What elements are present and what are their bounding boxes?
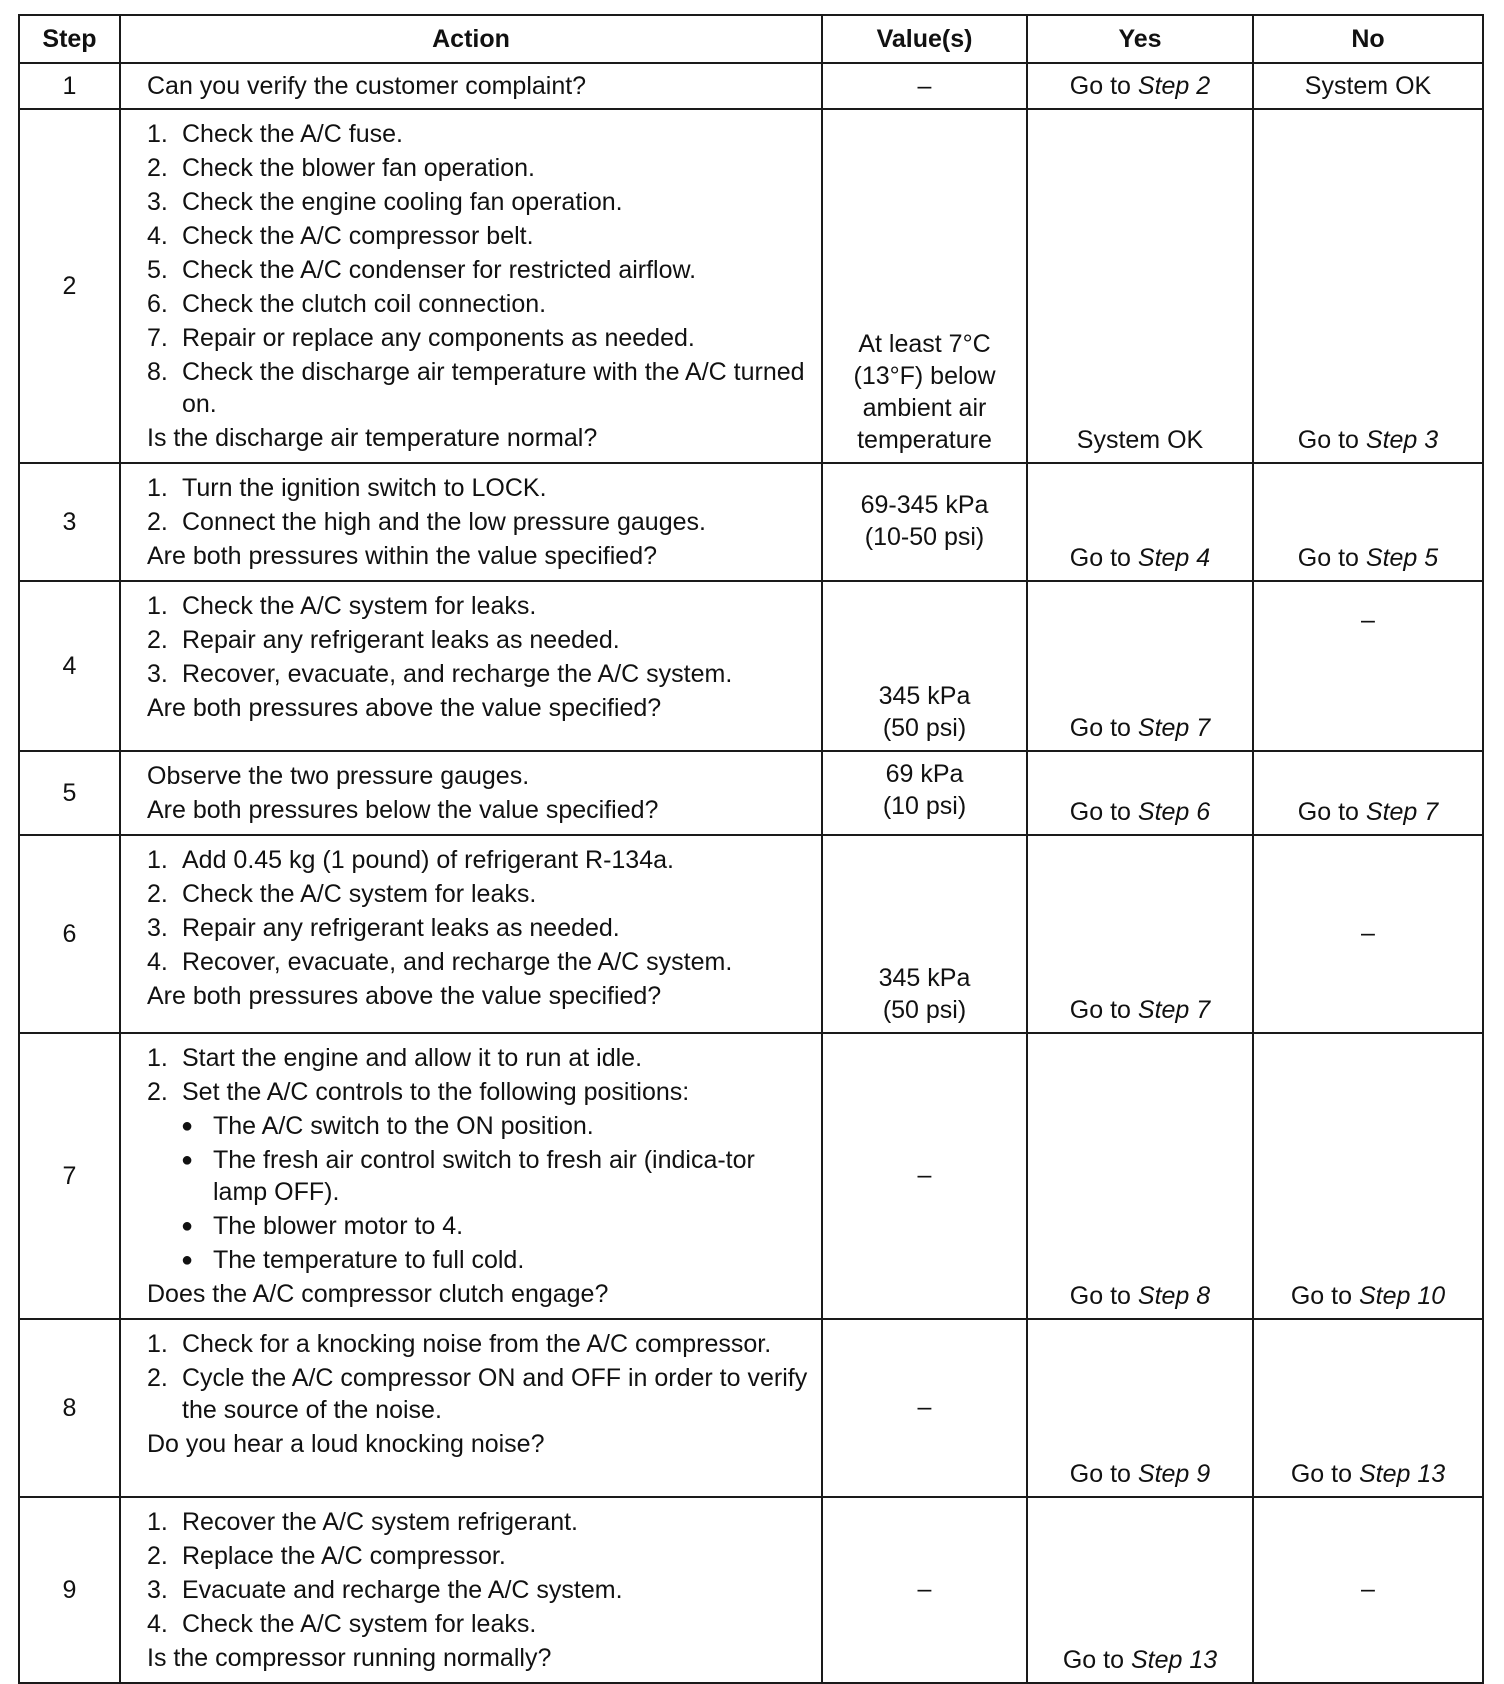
go-to-label: Go to	[1069, 798, 1131, 826]
table-row	[19, 1497, 1483, 1683]
question-text: Is the compressor running normally?	[147, 1644, 552, 1672]
table-row	[19, 835, 1483, 1033]
no-cell	[1253, 463, 1483, 581]
bullet-item: ● The fresh air control switch to fresh air (indica-tor lamp OFF).	[181, 1146, 755, 1206]
action-item: 2. Cycle the A/C compressor ON and OFF in order to verify the source of the noise.	[147, 1364, 808, 1424]
no-cell: –	[1253, 581, 1483, 751]
action-cell	[120, 751, 822, 835]
go-to-label: Go to	[1297, 544, 1359, 572]
no-cell	[1253, 109, 1483, 463]
target-step: Step 7	[1365, 798, 1439, 826]
action-item: 1. Start the engine and allow it to run at idle.	[147, 1044, 643, 1072]
no-cell: System OK	[1253, 63, 1483, 109]
yes-cell	[1027, 1497, 1253, 1683]
step-number: 8	[19, 1319, 120, 1497]
yes-cell	[1027, 751, 1253, 835]
action-item: 1. Add 0.45 kg (1 pound) of refrigerant R-134a.	[147, 846, 674, 874]
step-number: 9	[19, 1497, 120, 1683]
step-number: 3	[19, 463, 120, 581]
go-to-label: Go to	[1069, 1460, 1131, 1488]
step-number: 6	[19, 835, 120, 1033]
action-cell	[120, 1033, 822, 1319]
question-text: Are both pressures below the value specified?	[147, 796, 659, 824]
yes-cell	[1027, 835, 1253, 1033]
target-step: Step 2	[1137, 72, 1211, 100]
action-cell	[120, 835, 822, 1033]
yes-cell	[1027, 63, 1253, 109]
action-item: 3. Check the engine cooling fan operation.	[147, 188, 623, 216]
step-number: 2	[19, 109, 120, 463]
action-item: 4. Check the A/C system for leaks.	[147, 1610, 537, 1638]
go-to-label: Go to	[1297, 426, 1359, 454]
action-item: 2. Replace the A/C compressor.	[147, 1542, 506, 1570]
target-step: Step 3	[1365, 426, 1439, 454]
header-step: Step	[19, 15, 120, 63]
action-item: 3. Recover, evacuate, and recharge the A/C system.	[147, 660, 733, 688]
action-item: 2. Check the A/C system for leaks.	[147, 880, 537, 908]
header-no: No	[1253, 15, 1483, 63]
action-cell	[120, 63, 822, 109]
action-item: 2. Set the A/C controls to the following positions:	[147, 1078, 690, 1106]
target-step: Step 5	[1365, 544, 1439, 572]
go-to-label: Go to	[1069, 1282, 1131, 1310]
table-row	[19, 1319, 1483, 1497]
question-text: Are both pressures within the value specified?	[147, 542, 658, 570]
action-cell	[120, 1497, 822, 1683]
bullet-icon: ●	[181, 1115, 194, 1137]
value-cell: –	[822, 63, 1027, 109]
value-cell: 345 kPa (50 psi)	[822, 581, 1027, 751]
value-cell: 69-345 kPa (10-50 psi)	[822, 463, 1027, 581]
table-row	[19, 463, 1483, 581]
go-to-label: Go to	[1069, 72, 1131, 100]
bullet-icon: ●	[181, 1215, 194, 1237]
target-step: Step 8	[1137, 1282, 1211, 1310]
table-row	[19, 109, 1483, 463]
action-cell	[120, 463, 822, 581]
go-to-label: Go to	[1069, 544, 1131, 572]
yes-cell	[1027, 581, 1253, 751]
header-row	[19, 15, 1483, 63]
bullet-item: ● The A/C switch to the ON position.	[181, 1112, 594, 1140]
action-item: 1. Recover the A/C system refrigerant.	[147, 1508, 578, 1536]
action-cell	[120, 1319, 822, 1497]
yes-cell	[1027, 1319, 1253, 1497]
bullet-item: ● The blower motor to 4.	[181, 1212, 464, 1240]
diagnostic-table	[18, 14, 1484, 1684]
header-values: Value(s)	[822, 15, 1027, 63]
header-action: Action	[120, 15, 822, 63]
value-cell: –	[822, 1319, 1027, 1497]
action-item: 5. Check the A/C condenser for restricted airflow.	[147, 256, 697, 284]
action-text: Observe the two pressure gauges.	[147, 762, 530, 790]
no-cell: –	[1253, 1497, 1483, 1683]
bullet-icon: ●	[181, 1149, 194, 1171]
target-step: Step 13	[1358, 1460, 1446, 1488]
target-step: Step 13	[1130, 1646, 1218, 1674]
action-item: 1. Turn the ignition switch to LOCK.	[147, 474, 547, 502]
bullet-icon: ●	[181, 1249, 194, 1271]
step-number: 7	[19, 1033, 120, 1319]
question-text: Does the A/C compressor clutch engage?	[147, 1280, 609, 1308]
action-cell	[120, 581, 822, 751]
action-item: 4. Recover, evacuate, and recharge the A/C system.	[147, 948, 733, 976]
step-number: 1	[19, 63, 120, 109]
yes-cell: System OK	[1027, 109, 1253, 463]
value-cell: 345 kPa (50 psi)	[822, 835, 1027, 1033]
go-to-label: Go to	[1069, 714, 1131, 742]
target-step: Step 7	[1137, 714, 1211, 742]
no-cell	[1253, 1033, 1483, 1319]
table-row	[19, 63, 1483, 109]
target-step: Step 6	[1137, 798, 1211, 826]
yes-cell	[1027, 1033, 1253, 1319]
table-row	[19, 581, 1483, 751]
go-to-label: Go to	[1290, 1282, 1352, 1310]
question-text: Are both pressures above the value specified?	[147, 982, 662, 1010]
no-cell	[1253, 751, 1483, 835]
go-to-label: Go to	[1297, 798, 1359, 826]
value-cell: At least 7°C (13°F) below ambient air temperature	[822, 109, 1027, 463]
step-number: 4	[19, 581, 120, 751]
header-yes: Yes	[1027, 15, 1253, 63]
target-step: Step 9	[1137, 1460, 1211, 1488]
bullet-item: ● The temperature to full cold.	[181, 1246, 525, 1274]
question-text: Can you verify the customer complaint?	[147, 72, 587, 100]
target-step: Step 4	[1137, 544, 1211, 572]
step-number: 5	[19, 751, 120, 835]
go-to-label: Go to	[1069, 996, 1131, 1024]
go-to-label: Go to	[1062, 1646, 1124, 1674]
action-item: 6. Check the clutch coil connection.	[147, 290, 547, 318]
action-item: 1. Check the A/C fuse.	[147, 120, 403, 148]
question-text: Is the discharge air temperature normal?	[147, 424, 598, 452]
table-row	[19, 1033, 1483, 1319]
action-item: 1. Check the A/C system for leaks.	[147, 592, 537, 620]
action-cell	[120, 109, 822, 463]
no-cell: –	[1253, 835, 1483, 1033]
action-item: 2. Check the blower fan operation.	[147, 154, 535, 182]
action-item: 3. Repair any refrigerant leaks as needed.	[147, 914, 620, 942]
value-cell: –	[822, 1497, 1027, 1683]
table-row	[19, 751, 1483, 835]
question-text: Do you hear a loud knocking noise?	[147, 1430, 545, 1458]
action-item: 4. Check the A/C compressor belt.	[147, 222, 534, 250]
action-item: 2. Connect the high and the low pressure gauges.	[147, 508, 706, 536]
value-cell: –	[822, 1033, 1027, 1319]
target-step: Step 7	[1137, 996, 1211, 1024]
target-step: Step 10	[1358, 1282, 1446, 1310]
question-text: Are both pressures above the value specified?	[147, 694, 662, 722]
action-item: 7. Repair or replace any components as needed.	[147, 324, 695, 352]
action-item: 2. Repair any refrigerant leaks as needed.	[147, 626, 620, 654]
action-item: 8. Check the discharge air temperature with the A/C turned on.	[147, 358, 805, 418]
action-item: 1. Check for a knocking noise from the A/C compressor.	[147, 1330, 772, 1358]
no-cell	[1253, 1319, 1483, 1497]
yes-cell	[1027, 463, 1253, 581]
value-cell: 69 kPa (10 psi)	[822, 751, 1027, 835]
go-to-label: Go to	[1290, 1460, 1352, 1488]
action-item: 3. Evacuate and recharge the A/C system.	[147, 1576, 623, 1604]
